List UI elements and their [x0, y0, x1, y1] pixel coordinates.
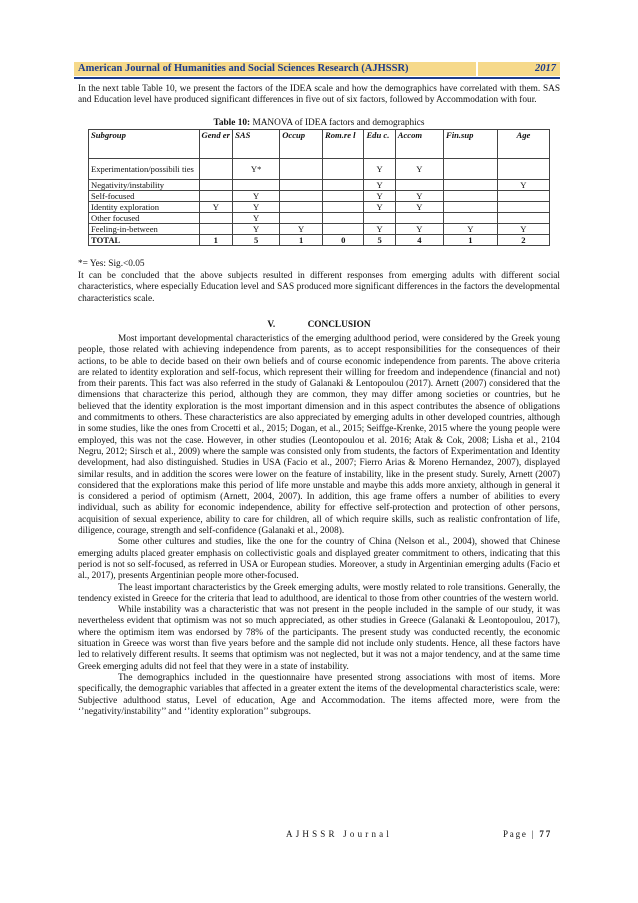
page-footer — [0, 829, 638, 843]
table-caption-text: MANOVA of IDEA factors and demographics — [252, 118, 425, 128]
cell-sas: Y — [233, 191, 280, 202]
cell-accom — [395, 180, 443, 191]
header-year-bar — [478, 62, 560, 76]
cell-finsup: Y — [443, 224, 497, 235]
cell-finsup — [443, 202, 497, 213]
cell-romrel — [323, 213, 364, 224]
conclusion-paragraph: The demographics included in the questionnaire have presented strong associations with most of items. More specifically, the demographic variables that affected in a greater extent the items of the developmental characteristics scale, were: Subjective adulthood status, Level of education, Age and Accommodation. The items affected more, were from the ‘’negativity/instability’’ and ‘’identity exploration’’ subgroups. — [78, 672, 560, 717]
table-row — [89, 159, 550, 180]
col-header-gender: Gend er — [199, 130, 233, 159]
cell-total-finsup: 1 — [443, 235, 497, 246]
table-note — [78, 259, 560, 270]
header-title-bar — [74, 62, 476, 76]
cell-sas: Y — [233, 202, 280, 213]
cell-subgroup: Negativity/instability — [89, 180, 200, 191]
cell-sas: Y — [233, 213, 280, 224]
cell-age — [497, 191, 549, 202]
footer-page: Page | 77 — [503, 829, 553, 839]
col-header-sas: SAS — [233, 130, 280, 159]
cell-accom: Y — [395, 159, 443, 180]
conclusion-body — [78, 334, 560, 718]
manova-table — [88, 129, 550, 246]
cell-subgroup: Experimentation/possibili ties — [89, 159, 200, 180]
cell-total-sas: 5 — [233, 235, 280, 246]
table-row — [89, 191, 550, 202]
section-title: CONCLUSION — [307, 320, 371, 330]
cell-accom — [395, 213, 443, 224]
col-header-subgroup: Subgroup — [89, 130, 200, 159]
footer-page-number: 77 — [539, 829, 553, 839]
col-header-occup: Occup — [280, 130, 323, 159]
cell-subgroup: Identity exploration — [89, 202, 200, 213]
cell-occup — [280, 202, 323, 213]
cell-accom: Y — [395, 191, 443, 202]
cell-total-gender: 1 — [199, 235, 233, 246]
cell-total-age: 2 — [497, 235, 549, 246]
cell-sas: Y* — [233, 159, 280, 180]
journal-title: American Journal of Humanities and Social Sciences Research (AJHSSR) — [78, 63, 409, 74]
table-total-row — [89, 235, 550, 246]
cell-gender — [199, 180, 233, 191]
intro-text: In the next table Table 10, we present the factors of the IDEA scale and how the demographics have correlated with them. SAS and Education level have produced significant differences in five out of six factors, followed by Accommodation with four. — [78, 84, 560, 106]
cell-finsup — [443, 191, 497, 202]
footer-journal: AJHSSR Journal — [286, 829, 393, 839]
col-header-accom: Accom — [395, 130, 443, 159]
cell-occup — [280, 191, 323, 202]
cell-romrel — [323, 191, 364, 202]
cell-educ: Y — [364, 202, 395, 213]
cell-occup — [280, 159, 323, 180]
col-header-romrel: Rom.re l — [323, 130, 364, 159]
header-divider — [74, 77, 560, 79]
cell-gender — [199, 159, 233, 180]
cell-educ: Y — [364, 180, 395, 191]
cell-gender — [199, 191, 233, 202]
cell-total-label: TOTAL — [89, 235, 200, 246]
cell-total-accom: 4 — [395, 235, 443, 246]
cell-age — [497, 213, 549, 224]
cell-educ: Y — [364, 224, 395, 235]
table-note-text: *= Yes: Sig.<0.05 — [78, 259, 145, 269]
cell-age: Y — [497, 180, 549, 191]
cell-romrel — [323, 202, 364, 213]
cell-sas — [233, 180, 280, 191]
cell-finsup — [443, 159, 497, 180]
cell-sas: Y — [233, 224, 280, 235]
journal-header — [74, 62, 560, 76]
after-table-text: It can be concluded that the above subjects resulted in different responses from emerging adults with different social characteristics, where especially Education level and SAS produced more significant differences in the factors the developmental characteristics scale. — [78, 271, 560, 304]
conclusion-paragraph: While instability was a characteristic that was not present in the people included in the sample of our study, it was nevertheless evident that optimism was not so much appreciated, as other studies in Greece (Galanaki & Leontopoulou, 2017), where the optimism item was endorsed by 78% of the participants. The present study was conducted recently, the economic situation in Greece was worst than five years before and the sample did not include only students. Hence, all these factors have led to relatively different results. It seems that optimism was not neglected, but it was not a major tendency, and at the same time Greek emerging adults did not feel that they were in a state of instability. — [78, 605, 560, 672]
cell-subgroup: Feeling-in-between — [89, 224, 200, 235]
cell-total-occup: 1 — [280, 235, 323, 246]
cell-age — [497, 202, 549, 213]
cell-age — [497, 159, 549, 180]
cell-occup — [280, 180, 323, 191]
conclusion-paragraph: Most important developmental characteristics of the emerging adulthood period, were considered by the Greek young people, those related with achieving independence from parents, as to accept responsibilities for the consequences of their actions, to be able to decide based on their own beliefs and of course economic independence from parents. The above criteria are related to identity exploration and self-focus, which represent their willing for freedom and independence (financial and not) from their parents. This fact was also referred in the study of Galanaki & Lentopoulou (2017). Arnett (2007) considered that the dimensions that characterize this period, although they are common, they may differ among societies or countries, but he believed that the identity exploration is the most important dimension and in this aspect contributes the absence of obligations and commitments to others. These characteristics are also appreciated by emerging adults in other developed countries, although in some studies, like the ones from Crocetti et al., 2015; Dogan, et al., 2015; Seiffge-Krenke, 2015 where the young people were employed, this was not the case. However, in other studies (Leontopoulou et al. 2016; Atak & Cok, 2008; Lisha et al., 2104 Negru, 2012; Sirsch et al., 2009) where the sample was consisted only from students, the factors of Experimentation and Identity development, had also distinguished. Studies in USA (Facio et al., 2007; Fierro Arias & Moreno Hernandez, 2007), displayed similar results, and in addition the scores were lower on the feature of instability, like in the present study. Surely, Arnett (2007) considered that the explorations make this period of life more unstable and maybe this adds more anxiety, although in general it is considered a period of optimism (Arnett, 2004, 2007). In addition, this age frame offers a number of abilities to every individual, such as ability for economic independence, ability for effective self-protection and protection of other persons, acquisition of sexual experience, ability to care for children, all of which require skills, such as realistic confrontation of life, diligence, courage, strength and self-confidence (Galanaki et al., 2008). — [78, 334, 560, 537]
table-row — [89, 224, 550, 235]
cell-subgroup: Other focused — [89, 213, 200, 224]
cell-gender — [199, 224, 233, 235]
section-heading — [78, 320, 560, 330]
table-label: Table 10: — [213, 118, 251, 128]
cell-educ: Y — [364, 191, 395, 202]
cell-gender: Y — [199, 202, 233, 213]
journal-year: 2017 — [535, 63, 556, 74]
table-header-row — [89, 130, 550, 159]
table-row — [89, 213, 550, 224]
cell-occup: Y — [280, 224, 323, 235]
cell-age: Y — [497, 224, 549, 235]
cell-gender — [199, 213, 233, 224]
cell-educ: Y — [364, 159, 395, 180]
footer-page-label: Page — [503, 829, 528, 839]
cell-finsup — [443, 213, 497, 224]
cell-total-romrel: 0 — [323, 235, 364, 246]
intro-paragraph — [78, 84, 560, 107]
table-row — [89, 202, 550, 213]
cell-accom: Y — [395, 202, 443, 213]
section-number: V. — [267, 320, 276, 330]
after-table-paragraph — [78, 271, 560, 305]
cell-subgroup: Self-focused — [89, 191, 200, 202]
table-caption — [78, 118, 560, 129]
cell-romrel — [323, 180, 364, 191]
cell-occup — [280, 213, 323, 224]
cell-total-educ: 5 — [364, 235, 395, 246]
col-header-finsup: Fin.sup — [443, 130, 497, 159]
col-header-age: Age — [497, 130, 549, 159]
conclusion-paragraph: Some other cultures and studies, like the one for the country of China (Nelson et al., 2004), showed that Chinese emerging adults placed greater emphasis on collectivistic goals and displayed greater commitment to others, indicating that this period is not so self-focused, as referred in USA or European studies. Moreover, a study in Argentinian emerging adults (Facio et al., 2017), presents Argentinian people more other-focused. — [78, 537, 560, 582]
conclusion-paragraph: The least important characteristics by the Greek emerging adults, were mostly related to role transitions. Generally, the tendency existed in Greece for the criteria that lead to adulthood, are identical to those from other countries of the western world. — [78, 582, 560, 604]
cell-finsup — [443, 180, 497, 191]
cell-accom: Y — [395, 224, 443, 235]
cell-romrel — [323, 224, 364, 235]
cell-romrel — [323, 159, 364, 180]
table-row — [89, 180, 550, 191]
cell-educ — [364, 213, 395, 224]
col-header-educ: Edu c. — [364, 130, 395, 159]
